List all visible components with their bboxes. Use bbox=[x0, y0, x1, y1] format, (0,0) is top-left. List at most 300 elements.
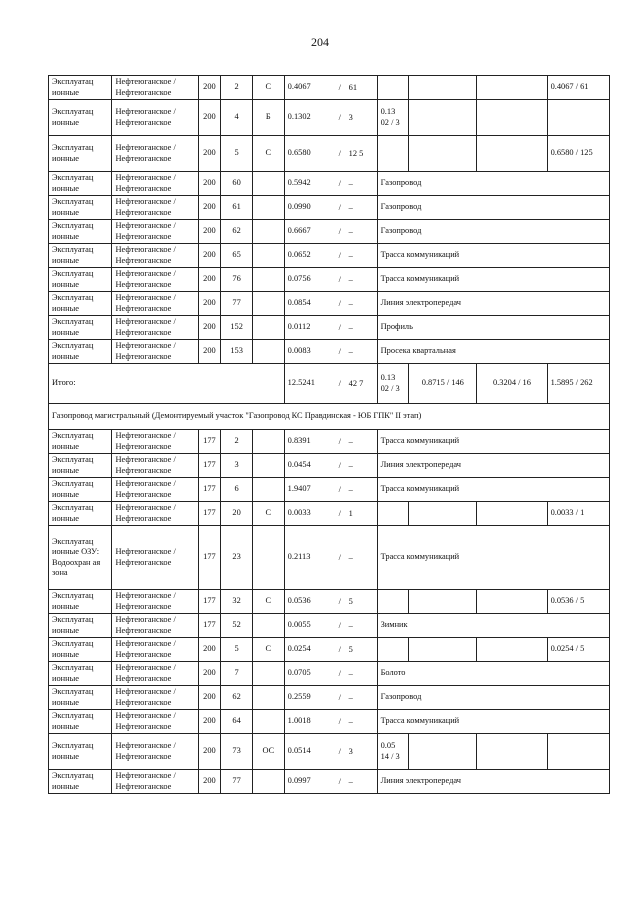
parcel-count: 3 bbox=[348, 746, 353, 756]
parcel-count: – bbox=[348, 274, 353, 284]
purpose-note: Трасса коммуникаций bbox=[377, 244, 609, 268]
plot-number: 77 bbox=[221, 770, 253, 794]
purpose-note: Зимник bbox=[377, 614, 609, 638]
operation-type: Эксплуатац ионные bbox=[49, 100, 112, 136]
operation-type: Эксплуатац ионные bbox=[49, 316, 112, 340]
operation-type: Эксплуатац ионные bbox=[49, 710, 112, 734]
area-value: 0.0536 bbox=[287, 596, 311, 606]
area-value-cell bbox=[284, 770, 377, 794]
separator: / bbox=[338, 322, 341, 332]
area-value: 0.5942 bbox=[287, 178, 311, 188]
area-value: 0.2559 bbox=[287, 692, 311, 702]
area-value: 0.6580 bbox=[287, 148, 311, 158]
table-row bbox=[49, 662, 610, 686]
plot-number: 61 bbox=[221, 196, 253, 220]
table-row bbox=[49, 430, 610, 454]
col-d-value bbox=[547, 100, 609, 136]
parcel-count: 12 5 bbox=[348, 148, 364, 158]
forestry-area: Нефтеюганское / Нефтеюганское bbox=[112, 100, 198, 136]
operation-type: Эксплуатац ионные bbox=[49, 770, 112, 794]
category bbox=[252, 292, 284, 316]
parcel-count: – bbox=[348, 226, 353, 236]
section-row bbox=[49, 404, 610, 430]
purpose-note: Трасса коммуникаций bbox=[377, 478, 609, 502]
diameter: 200 bbox=[198, 100, 221, 136]
purpose-note: Трасса коммуникаций bbox=[377, 526, 609, 590]
col-d-value: 0.0033 / 1 bbox=[547, 502, 609, 526]
col-c-value: 0.3204 / 16 bbox=[477, 364, 547, 404]
parcel-count: – bbox=[348, 716, 353, 726]
col-a-value bbox=[377, 76, 409, 100]
diameter: 200 bbox=[198, 662, 221, 686]
operation-type: Эксплуатац ионные bbox=[49, 196, 112, 220]
table-row bbox=[49, 196, 610, 220]
table-row bbox=[49, 770, 610, 794]
separator: / bbox=[338, 274, 341, 284]
separator: / bbox=[338, 436, 341, 446]
category bbox=[252, 430, 284, 454]
area-value-cell bbox=[284, 454, 377, 478]
separator: / bbox=[338, 508, 341, 518]
forestry-area: Нефтеюганское / Нефтеюганское bbox=[112, 590, 198, 614]
area-value: 0.8391 bbox=[287, 436, 311, 446]
parcel-count: – bbox=[348, 322, 353, 332]
diameter: 177 bbox=[198, 502, 221, 526]
area-value-cell bbox=[284, 364, 377, 404]
parcel-count: 5 bbox=[348, 596, 353, 606]
area-value-cell bbox=[284, 686, 377, 710]
plot-number: 65 bbox=[221, 244, 253, 268]
plot-number: 2 bbox=[221, 430, 253, 454]
forestry-area: Нефтеюганское / Нефтеюганское bbox=[112, 454, 198, 478]
area-value: 0.0990 bbox=[287, 202, 311, 212]
area-value: 0.0055 bbox=[287, 620, 311, 630]
col-c-value bbox=[477, 502, 547, 526]
forestry-area: Нефтеюганское / Нефтеюганское bbox=[112, 268, 198, 292]
operation-type: Эксплуатац ионные ОЗУ: Водоохран ая зона bbox=[49, 526, 112, 590]
parcel-count: – bbox=[348, 346, 353, 356]
category: Б bbox=[252, 100, 284, 136]
operation-type: Эксплуатац ионные bbox=[49, 502, 112, 526]
table-row bbox=[49, 172, 610, 196]
section-title: Газопровод магистральный (Демонтируемый участок "Газопровод КС Правдинская - ЮБ ГПК" II этап) bbox=[49, 404, 610, 430]
forestry-area: Нефтеюганское / Нефтеюганское bbox=[112, 614, 198, 638]
forestry-area: Нефтеюганское / Нефтеюганское bbox=[112, 770, 198, 794]
col-a-value: 0.13 02 / 3 bbox=[377, 364, 409, 404]
col-d-value: 0.6580 / 125 bbox=[547, 136, 609, 172]
area-value-cell bbox=[284, 430, 377, 454]
total-row bbox=[49, 364, 610, 404]
purpose-note: Линия электропередач bbox=[377, 770, 609, 794]
table-row bbox=[49, 100, 610, 136]
area-value-cell bbox=[284, 526, 377, 590]
table-row bbox=[49, 76, 610, 100]
col-b-value: 0.8715 / 146 bbox=[409, 364, 477, 404]
area-value-cell bbox=[284, 662, 377, 686]
diameter: 177 bbox=[198, 590, 221, 614]
forestry-area: Нефтеюганское / Нефтеюганское bbox=[112, 340, 198, 364]
table-row bbox=[49, 638, 610, 662]
separator: / bbox=[338, 250, 341, 260]
area-value-cell bbox=[284, 734, 377, 770]
area-value-cell bbox=[284, 638, 377, 662]
diameter: 200 bbox=[198, 136, 221, 172]
parcel-count: – bbox=[348, 484, 353, 494]
parcel-count: – bbox=[348, 552, 353, 562]
category bbox=[252, 172, 284, 196]
category: С bbox=[252, 638, 284, 662]
parcel-count: – bbox=[348, 776, 353, 786]
separator: / bbox=[338, 148, 341, 158]
diameter: 200 bbox=[198, 638, 221, 662]
forestry-area: Нефтеюганское / Нефтеюганское bbox=[112, 292, 198, 316]
parcel-count: – bbox=[348, 202, 353, 212]
table-row bbox=[49, 340, 610, 364]
area-value-cell bbox=[284, 590, 377, 614]
parcel-count: – bbox=[348, 250, 353, 260]
area-value: 1.0018 bbox=[287, 716, 311, 726]
parcel-count: – bbox=[348, 298, 353, 308]
operation-type: Эксплуатац ионные bbox=[49, 172, 112, 196]
operation-type: Эксплуатац ионные bbox=[49, 662, 112, 686]
purpose-note: Болото bbox=[377, 662, 609, 686]
category: С bbox=[252, 76, 284, 100]
plot-number: 76 bbox=[221, 268, 253, 292]
diameter: 200 bbox=[198, 316, 221, 340]
purpose-note: Газопровод bbox=[377, 220, 609, 244]
col-b-value bbox=[409, 502, 477, 526]
forestry-area: Нефтеюганское / Нефтеюганское bbox=[112, 502, 198, 526]
separator: / bbox=[338, 716, 341, 726]
category bbox=[252, 220, 284, 244]
diameter: 177 bbox=[198, 526, 221, 590]
diameter: 177 bbox=[198, 430, 221, 454]
col-d-value: 1.5895 / 262 bbox=[547, 364, 609, 404]
purpose-note: Просека квартальная bbox=[377, 340, 609, 364]
diameter: 200 bbox=[198, 686, 221, 710]
diameter: 200 bbox=[198, 340, 221, 364]
col-b-value bbox=[409, 734, 477, 770]
separator: / bbox=[338, 596, 341, 606]
separator: / bbox=[338, 692, 341, 702]
diameter: 177 bbox=[198, 614, 221, 638]
operation-type: Эксплуатац ионные bbox=[49, 638, 112, 662]
parcel-count: 42 7 bbox=[348, 378, 364, 388]
area-value-cell bbox=[284, 268, 377, 292]
separator: / bbox=[338, 298, 341, 308]
diameter: 200 bbox=[198, 770, 221, 794]
diameter: 200 bbox=[198, 710, 221, 734]
purpose-note: Профиль bbox=[377, 316, 609, 340]
area-value-cell bbox=[284, 136, 377, 172]
operation-type: Эксплуатац ионные bbox=[49, 478, 112, 502]
diameter: 200 bbox=[198, 244, 221, 268]
separator: / bbox=[338, 378, 341, 388]
category bbox=[252, 454, 284, 478]
plot-number: 62 bbox=[221, 220, 253, 244]
purpose-note: Трасса коммуникаций bbox=[377, 268, 609, 292]
plot-number: 5 bbox=[221, 136, 253, 172]
area-value: 1.9407 bbox=[287, 484, 311, 494]
category bbox=[252, 614, 284, 638]
forestry-area: Нефтеюганское / Нефтеюганское bbox=[112, 172, 198, 196]
table-row bbox=[49, 292, 610, 316]
area-value: 0.4067 bbox=[287, 82, 311, 92]
parcel-count: 61 bbox=[348, 82, 358, 92]
operation-type: Эксплуатац ионные bbox=[49, 454, 112, 478]
category bbox=[252, 340, 284, 364]
operation-type: Эксплуатац ионные bbox=[49, 244, 112, 268]
plot-number: 60 bbox=[221, 172, 253, 196]
category: С bbox=[252, 136, 284, 172]
col-a-value: 0.13 02 / 3 bbox=[377, 100, 409, 136]
purpose-note: Линия электропередач bbox=[377, 292, 609, 316]
purpose-note: Линия электропередач bbox=[377, 454, 609, 478]
operation-type: Эксплуатац ионные bbox=[49, 590, 112, 614]
diameter: 200 bbox=[198, 76, 221, 100]
area-value: 0.0112 bbox=[287, 322, 311, 332]
area-value-cell bbox=[284, 100, 377, 136]
plot-number: 20 bbox=[221, 502, 253, 526]
area-value-cell bbox=[284, 76, 377, 100]
category bbox=[252, 268, 284, 292]
area-value: 0.0756 bbox=[287, 274, 311, 284]
separator: / bbox=[338, 746, 341, 756]
category bbox=[252, 686, 284, 710]
parcel-count: 5 bbox=[348, 644, 353, 654]
area-value: 0.0083 bbox=[287, 346, 311, 356]
col-c-value bbox=[477, 734, 547, 770]
col-b-value bbox=[409, 638, 477, 662]
operation-type: Эксплуатац ионные bbox=[49, 136, 112, 172]
plot-number: 152 bbox=[221, 316, 253, 340]
area-value: 0.0705 bbox=[287, 668, 311, 678]
area-value: 0.0997 bbox=[287, 776, 311, 786]
diameter: 200 bbox=[198, 172, 221, 196]
separator: / bbox=[338, 552, 341, 562]
area-value-cell bbox=[284, 478, 377, 502]
forestry-area: Нефтеюганское / Нефтеюганское bbox=[112, 220, 198, 244]
col-d-value: 0.0254 / 5 bbox=[547, 638, 609, 662]
diameter: 200 bbox=[198, 196, 221, 220]
area-value: 0.0514 bbox=[287, 746, 311, 756]
forestry-area: Нефтеюганское / Нефтеюганское bbox=[112, 316, 198, 340]
separator: / bbox=[338, 226, 341, 236]
separator: / bbox=[338, 202, 341, 212]
operation-type: Эксплуатац ионные bbox=[49, 734, 112, 770]
forestry-area: Нефтеюганское / Нефтеюганское bbox=[112, 244, 198, 268]
parcel-count: – bbox=[348, 178, 353, 188]
total-label: Итого: bbox=[49, 364, 285, 404]
plot-number: 23 bbox=[221, 526, 253, 590]
parcel-count: – bbox=[348, 460, 353, 470]
table-row bbox=[49, 526, 610, 590]
separator: / bbox=[338, 82, 341, 92]
area-value: 0.0254 bbox=[287, 644, 311, 654]
plot-number: 73 bbox=[221, 734, 253, 770]
area-value: 0.6667 bbox=[287, 226, 311, 236]
table-row bbox=[49, 454, 610, 478]
separator: / bbox=[338, 484, 341, 494]
category bbox=[252, 478, 284, 502]
table-row bbox=[49, 502, 610, 526]
area-value: 0.0033 bbox=[287, 508, 311, 518]
area-value-cell bbox=[284, 244, 377, 268]
col-b-value bbox=[409, 590, 477, 614]
plot-number: 6 bbox=[221, 478, 253, 502]
parcel-count: – bbox=[348, 436, 353, 446]
area-value-cell bbox=[284, 502, 377, 526]
plot-number: 3 bbox=[221, 454, 253, 478]
col-d-value bbox=[547, 734, 609, 770]
category: С bbox=[252, 502, 284, 526]
area-value: 0.2113 bbox=[287, 552, 311, 562]
area-value-cell bbox=[284, 614, 377, 638]
category bbox=[252, 196, 284, 220]
category bbox=[252, 662, 284, 686]
col-d-value: 0.0536 / 5 bbox=[547, 590, 609, 614]
table-row bbox=[49, 590, 610, 614]
forestry-area: Нефтеюганское / Нефтеюганское bbox=[112, 430, 198, 454]
land-plot-table bbox=[48, 75, 610, 794]
parcel-count: – bbox=[348, 668, 353, 678]
diameter: 177 bbox=[198, 454, 221, 478]
separator: / bbox=[338, 620, 341, 630]
table-row bbox=[49, 710, 610, 734]
diameter: 200 bbox=[198, 220, 221, 244]
area-value-cell bbox=[284, 196, 377, 220]
table-row bbox=[49, 614, 610, 638]
col-b-value bbox=[409, 136, 477, 172]
table-row bbox=[49, 478, 610, 502]
area-value: 0.1302 bbox=[287, 112, 311, 122]
category: С bbox=[252, 590, 284, 614]
plot-number: 153 bbox=[221, 340, 253, 364]
area-value-cell bbox=[284, 316, 377, 340]
forestry-area: Нефтеюганское / Нефтеюганское bbox=[112, 196, 198, 220]
separator: / bbox=[338, 112, 341, 122]
parcel-count: 3 bbox=[348, 112, 353, 122]
purpose-note: Трасса коммуникаций bbox=[377, 710, 609, 734]
forestry-area: Нефтеюганское / Нефтеюганское bbox=[112, 710, 198, 734]
col-c-value bbox=[477, 590, 547, 614]
forestry-area: Нефтеюганское / Нефтеюганское bbox=[112, 686, 198, 710]
purpose-note: Газопровод bbox=[377, 196, 609, 220]
separator: / bbox=[338, 668, 341, 678]
diameter: 200 bbox=[198, 268, 221, 292]
separator: / bbox=[338, 644, 341, 654]
plot-number: 77 bbox=[221, 292, 253, 316]
forestry-area: Нефтеюганское / Нефтеюганское bbox=[112, 526, 198, 590]
forestry-area: Нефтеюганское / Нефтеюганское bbox=[112, 734, 198, 770]
purpose-note: Газопровод bbox=[377, 686, 609, 710]
forestry-area: Нефтеюганское / Нефтеюганское bbox=[112, 638, 198, 662]
forestry-area: Нефтеюганское / Нефтеюганское bbox=[112, 76, 198, 100]
table-row bbox=[49, 136, 610, 172]
col-a-value bbox=[377, 638, 409, 662]
area-value-cell bbox=[284, 220, 377, 244]
plot-number: 64 bbox=[221, 710, 253, 734]
col-c-value bbox=[477, 76, 547, 100]
area-value-cell bbox=[284, 172, 377, 196]
table-body bbox=[49, 76, 610, 794]
table-row bbox=[49, 316, 610, 340]
diameter: 200 bbox=[198, 292, 221, 316]
parcel-count: – bbox=[348, 620, 353, 630]
operation-type: Эксплуатац ионные bbox=[49, 292, 112, 316]
category bbox=[252, 770, 284, 794]
operation-type: Эксплуатац ионные bbox=[49, 220, 112, 244]
separator: / bbox=[338, 178, 341, 188]
diameter: 200 bbox=[198, 734, 221, 770]
plot-number: 2 bbox=[221, 76, 253, 100]
col-b-value bbox=[409, 100, 477, 136]
table-row bbox=[49, 268, 610, 292]
area-value: 0.0652 bbox=[287, 250, 311, 260]
area-value-cell bbox=[284, 340, 377, 364]
table-row bbox=[49, 244, 610, 268]
operation-type: Эксплуатац ионные bbox=[49, 686, 112, 710]
page-number: 204 bbox=[311, 35, 329, 49]
separator: / bbox=[338, 776, 341, 786]
diameter: 177 bbox=[198, 478, 221, 502]
category bbox=[252, 710, 284, 734]
operation-type: Эксплуатац ионные bbox=[49, 76, 112, 100]
plot-number: 62 bbox=[221, 686, 253, 710]
plot-number: 4 bbox=[221, 100, 253, 136]
col-c-value bbox=[477, 638, 547, 662]
plot-number: 32 bbox=[221, 590, 253, 614]
separator: / bbox=[338, 346, 341, 356]
parcel-count: – bbox=[348, 692, 353, 702]
col-a-value bbox=[377, 502, 409, 526]
col-a-value bbox=[377, 136, 409, 172]
operation-type: Эксплуатац ионные bbox=[49, 268, 112, 292]
col-c-value bbox=[477, 136, 547, 172]
operation-type: Эксплуатац ионные bbox=[49, 340, 112, 364]
col-b-value bbox=[409, 76, 477, 100]
table-row bbox=[49, 686, 610, 710]
table-row bbox=[49, 734, 610, 770]
operation-type: Эксплуатац ионные bbox=[49, 430, 112, 454]
category bbox=[252, 526, 284, 590]
forestry-area: Нефтеюганское / Нефтеюганское bbox=[112, 662, 198, 686]
parcel-count: 1 bbox=[348, 508, 353, 518]
plot-number: 5 bbox=[221, 638, 253, 662]
area-value: 12.5241 bbox=[287, 378, 315, 388]
plot-number: 52 bbox=[221, 614, 253, 638]
forestry-area: Нефтеюганское / Нефтеюганское bbox=[112, 478, 198, 502]
forestry-area: Нефтеюганское / Нефтеюганское bbox=[112, 136, 198, 172]
area-value: 0.0454 bbox=[287, 460, 311, 470]
area-value-cell bbox=[284, 710, 377, 734]
col-a-value: 0.05 14 / 3 bbox=[377, 734, 409, 770]
category bbox=[252, 316, 284, 340]
category bbox=[252, 244, 284, 268]
col-a-value bbox=[377, 590, 409, 614]
separator: / bbox=[338, 460, 341, 470]
table-row bbox=[49, 220, 610, 244]
purpose-note: Трасса коммуникаций bbox=[377, 430, 609, 454]
col-d-value: 0.4067 / 61 bbox=[547, 76, 609, 100]
purpose-note: Газопровод bbox=[377, 172, 609, 196]
area-value: 0.0854 bbox=[287, 298, 311, 308]
plot-number: 7 bbox=[221, 662, 253, 686]
category: ОС bbox=[252, 734, 284, 770]
col-c-value bbox=[477, 100, 547, 136]
area-value-cell bbox=[284, 292, 377, 316]
operation-type: Эксплуатац ионные bbox=[49, 614, 112, 638]
